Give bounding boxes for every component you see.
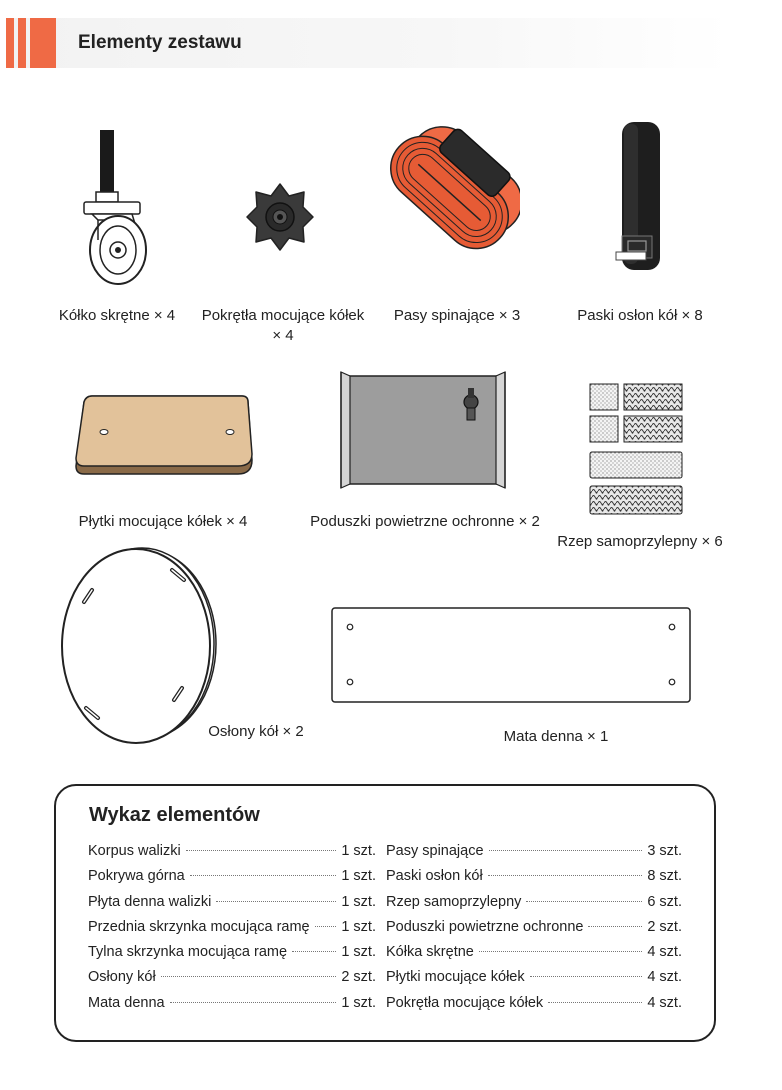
list-item bbox=[88, 868, 376, 893]
buckle-strap-icon bbox=[612, 118, 668, 278]
list-item bbox=[88, 995, 376, 1020]
item-label-air-cushion: Poduszki powietrzne ochronne × 2 bbox=[310, 513, 540, 530]
part-qty: 4 szt. bbox=[647, 944, 682, 961]
part-name: Osłony kół bbox=[88, 969, 156, 986]
list-item bbox=[88, 969, 376, 994]
section-header bbox=[6, 18, 731, 68]
velcro-pads-icon bbox=[586, 380, 688, 520]
leader-dots bbox=[530, 976, 643, 977]
leader-dots bbox=[588, 926, 642, 927]
part-qty: 2 szt. bbox=[341, 969, 376, 986]
part-name: Kółka skrętne bbox=[386, 944, 474, 961]
accent-stripe bbox=[18, 18, 26, 68]
part-name: Paski osłon kół bbox=[386, 868, 483, 885]
bottom-mat-icon bbox=[330, 606, 692, 704]
item-label-buckle-strap: Paski osłon kół × 8 bbox=[577, 307, 703, 324]
list-item bbox=[88, 843, 376, 868]
part-qty: 1 szt. bbox=[341, 868, 376, 885]
list-item bbox=[88, 919, 376, 944]
leader-dots bbox=[161, 976, 337, 977]
list-item bbox=[386, 894, 682, 919]
star-knob-icon bbox=[245, 182, 315, 252]
leader-dots bbox=[190, 875, 337, 876]
accent-stripe bbox=[6, 18, 14, 68]
part-name: Rzep samoprzylepny bbox=[386, 893, 522, 910]
leader-dots bbox=[216, 901, 336, 902]
part-name: Mata denna bbox=[88, 994, 165, 1011]
item-label-wheel-cover: Osłony kół × 2 bbox=[208, 723, 304, 740]
part-name: Pokrywa górna bbox=[88, 868, 185, 885]
part-qty: 1 szt. bbox=[341, 994, 376, 1011]
item-label-caster: Kółko skrętne × 4 bbox=[58, 307, 176, 324]
part-name: Korpus walizki bbox=[88, 843, 181, 859]
item-label-knob: Pokrętła mocujące kółek × 4 bbox=[201, 307, 365, 344]
parts-list-box bbox=[54, 784, 716, 1042]
part-qty: 1 szt. bbox=[341, 893, 376, 910]
leader-dots bbox=[170, 1002, 337, 1003]
part-qty: 6 szt. bbox=[647, 893, 682, 910]
list-item bbox=[386, 969, 682, 994]
part-qty: 2 szt. bbox=[647, 918, 682, 935]
parts-list-title: Wykaz elementów bbox=[89, 804, 260, 826]
leader-dots bbox=[489, 850, 643, 851]
page-title: Elementy zestawu bbox=[78, 32, 242, 53]
header-accent-stripes bbox=[6, 18, 56, 68]
list-item bbox=[386, 868, 682, 893]
parts-list-right-column bbox=[386, 843, 682, 1020]
part-qty: 1 szt. bbox=[341, 918, 376, 935]
swivel-caster-icon bbox=[70, 120, 170, 290]
list-item bbox=[386, 944, 682, 969]
parts-list-left-column bbox=[88, 843, 376, 1020]
list-item bbox=[88, 944, 376, 969]
list-item bbox=[386, 919, 682, 944]
part-qty: 4 szt. bbox=[647, 969, 682, 986]
part-qty: 4 szt. bbox=[647, 994, 682, 1011]
part-name: Płyta denna walizki bbox=[88, 893, 212, 910]
leader-dots bbox=[292, 951, 336, 952]
part-name: Pokrętła mocujące kółek bbox=[386, 994, 544, 1011]
list-item bbox=[88, 894, 376, 919]
part-name: Poduszki powietrzne ochronne bbox=[386, 918, 584, 935]
list-item bbox=[386, 995, 682, 1020]
item-label-plate: Płytki mocujące kółek × 4 bbox=[78, 513, 248, 530]
item-label-bottom-mat: Mata denna × 1 bbox=[503, 728, 609, 745]
part-name: Pasy spinające bbox=[386, 843, 484, 859]
leader-dots bbox=[548, 1002, 642, 1003]
list-item bbox=[386, 843, 682, 868]
coiled-strap-icon bbox=[360, 110, 520, 290]
leader-dots bbox=[488, 875, 643, 876]
leader-dots bbox=[526, 901, 642, 902]
item-label-strap: Pasy spinające × 3 bbox=[393, 307, 521, 324]
part-qty: 1 szt. bbox=[341, 944, 376, 961]
air-cushion-icon bbox=[338, 368, 508, 492]
accent-stripe bbox=[30, 18, 56, 68]
leader-dots bbox=[186, 850, 337, 851]
part-qty: 1 szt. bbox=[341, 843, 376, 859]
part-qty: 3 szt. bbox=[647, 843, 682, 859]
wheel-cover-disc-icon bbox=[56, 546, 222, 746]
part-name: Przednia skrzynka mocująca ramę bbox=[88, 918, 310, 935]
item-label-velcro: Rzep samoprzylepny × 6 bbox=[557, 533, 723, 550]
wooden-plate-icon bbox=[72, 390, 254, 482]
leader-dots bbox=[479, 951, 642, 952]
part-name: Tylna skrzynka mocująca ramę bbox=[88, 944, 288, 961]
leader-dots bbox=[315, 926, 337, 927]
part-name: Płytki mocujące kółek bbox=[386, 969, 525, 986]
part-qty: 8 szt. bbox=[647, 868, 682, 885]
